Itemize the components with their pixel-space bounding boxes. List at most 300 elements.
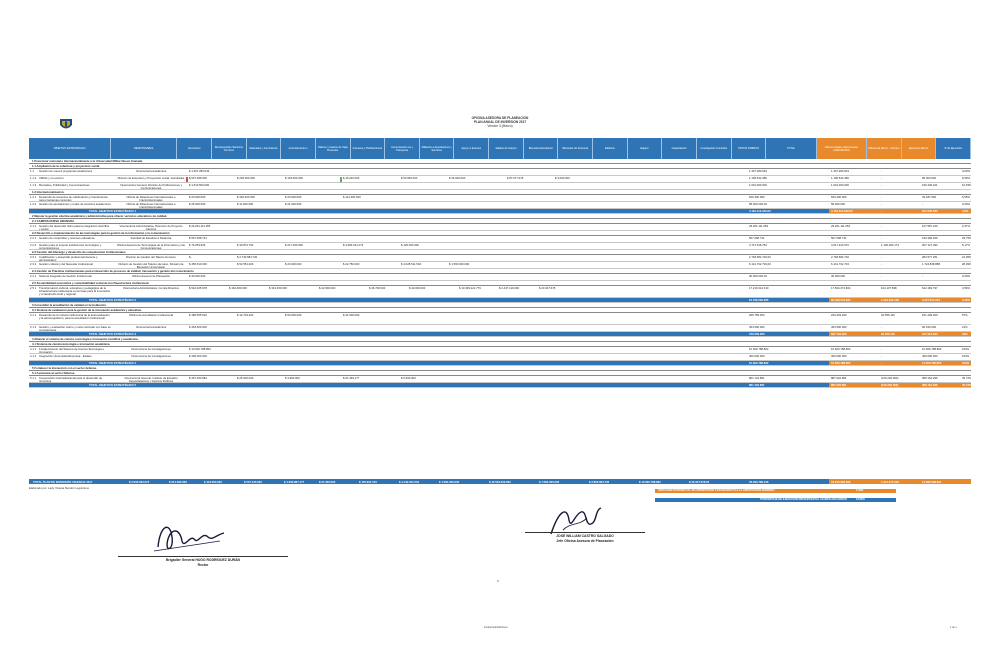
- responsible-cell: Facultad de Estudios a Distancia: [130, 236, 172, 240]
- budget-value: $ 14.703.200: [237, 313, 254, 317]
- row-number: 2 2 2: [30, 243, 37, 247]
- responsible-cell: Oficina Asesora de Planeación: [131, 274, 171, 278]
- budget-value: $ 20.000.000: [189, 195, 206, 199]
- total-value: 4.164.113.049,00: [749, 209, 771, 213]
- section-title: 1.2 Internacionalización.: [32, 190, 65, 194]
- difference-value: -: [881, 195, 882, 199]
- total-value: 58.000.000,00: [749, 202, 767, 206]
- approved-value: 58.000.000: [831, 202, 845, 206]
- variation-label: VARIACIÓN PORCENTUAL EN APROPIACIÓN CON RESPECTO A LA APROPIACIÓN FEBRERO: [658, 489, 775, 492]
- table-row: [29, 176, 971, 183]
- budget-value: $ 120.000.000: [401, 243, 419, 247]
- budget-value: $ 114.300.000: [343, 195, 361, 199]
- section-title: 2.4 Gestión de Prácticas institucionales para el desarrollo de procesos de calidad, innovación y gestión del conocimiento: [32, 269, 194, 273]
- planning-head-role: Jefe Oficina Asesora de Planeación: [556, 539, 614, 543]
- column-header: Salidas de Campo: [489, 138, 524, 159]
- execution-value: 247.224.260: [922, 332, 938, 336]
- budget-value: $ 186.555.510: [189, 313, 207, 317]
- difference-value: -: [881, 183, 882, 187]
- row-number: 1 1 2: [30, 176, 37, 180]
- table-row: [29, 243, 971, 250]
- approved-value: 2.748.684.720: [831, 255, 849, 259]
- column-header: OBJETIVO ESTRATÉGICO: [29, 138, 111, 159]
- approved-value: 4.164.113.049,00: [831, 209, 853, 213]
- budget-value: $ 21.000.000: [285, 202, 302, 206]
- execution-percent: 100%: [962, 361, 970, 365]
- header-office: OFICINA ASESORA DE PLANEACION: [471, 116, 529, 120]
- section-title: 5 Fortalecer la interacción con el sector defensa.: [32, 366, 97, 370]
- execution-percent: 45,72%: [962, 383, 971, 387]
- execution-percent: 100%: [962, 354, 970, 358]
- table-row: [29, 202, 971, 209]
- total-value: 567.068.741: [749, 236, 765, 240]
- footer-page-count: 1 de 1: [950, 626, 957, 629]
- table-row: [29, 347, 971, 354]
- total-value: 265.759.263: [749, 313, 765, 317]
- grand-total-value: $ 2.850.684.720: [589, 479, 610, 484]
- execution-value-box: [853, 498, 896, 502]
- grand-total-dif: 1.221.477.225: [881, 479, 899, 484]
- budget-value: $ 3.950.000: [285, 376, 300, 380]
- column-header: Ejecución Marzo: [902, 138, 937, 159]
- variation-value: 1,59%: [856, 489, 864, 492]
- total-value: 3.747.518.752: [749, 243, 767, 247]
- highlight-marker: [340, 177, 342, 182]
- objective-cell: Integración Universidad Empresa - Estado: [39, 354, 92, 358]
- table-row: [29, 354, 971, 361]
- grand-total-value: $ 416.950.000: [204, 479, 222, 484]
- responsible-cell: Vicerrectoría Académica: [135, 325, 167, 329]
- column-header: Arrendamiento s: [281, 138, 316, 159]
- row-number: 1 1 3: [30, 183, 37, 187]
- budget-value: $ 22.750.000: [343, 262, 360, 266]
- row-number: 3 1 2: [30, 325, 37, 329]
- approved-value: 887.022.861: [831, 376, 847, 380]
- budget-value: $ 22.500.000: [319, 286, 336, 290]
- approved-value: 17.504.474.604: [831, 286, 851, 290]
- budget-value: $ 30.000.000: [189, 274, 206, 278]
- execution-value: 169.446.421: [922, 183, 938, 187]
- responsible-cell: Oficina de Relaciones Internacionales e Interinstitucionales: [126, 195, 176, 202]
- column-header: Apoyo a Eventos: [454, 138, 489, 159]
- approved-value: 10.600.788.862: [831, 361, 851, 365]
- execution-percent: 57%: [962, 313, 968, 317]
- budget-value: $ 13.339.121.779: [459, 286, 481, 290]
- execution-percent: 5,17%: [962, 243, 970, 247]
- difference-value: -: [881, 169, 882, 173]
- column-header: OTROS RUBROS: [732, 138, 767, 159]
- table-row: [29, 255, 971, 262]
- row-number: 4 1 1: [30, 347, 37, 351]
- row-number: 1 1: [30, 169, 34, 173]
- total-value: 29.261.111.053: [749, 224, 769, 228]
- execution-percent: 29,75%: [962, 236, 971, 240]
- budget-value: $ 206.000.000: [237, 176, 255, 180]
- approved-value: 454.500.000: [831, 325, 847, 329]
- approved-value: 687.703.200: [831, 332, 847, 336]
- budget-value: $ 87.077.615: [507, 176, 524, 180]
- responsible-cell: Oficina Asesora de Tecnologías de la Información y las Comunicaciones: [117, 243, 185, 250]
- objective-cell: Gestión para el soporte institucional, tecnológico y comunicaciones: [39, 243, 102, 250]
- approved-value: 1.610.000.000: [831, 183, 849, 187]
- column-header: RESPONSABLE: [111, 138, 177, 159]
- row-number: 2 3 1: [30, 255, 37, 259]
- objective-cell: Desarrollo de la cultura institucional de la autoevaluación y la autorregulación, para la acreditación institucional: [39, 313, 110, 320]
- section-title: 4.1 Sistema de ciencia tecnología e innovación académica.: [32, 342, 111, 346]
- objective-cell: Cualificación y desarrollo profesional docente y administrativo: [39, 255, 98, 262]
- budget-value: $ 15.220.000: [343, 176, 360, 180]
- total-value: 1.307.280.643: [749, 169, 767, 173]
- difference-value: 1.294.202.138: [881, 298, 899, 302]
- budget-value: $ 20.000.000: [285, 195, 302, 199]
- approved-value: 29.261.111.053: [831, 224, 851, 228]
- budget-value: $ 3.283.164.174: [343, 243, 364, 247]
- table-row: [29, 376, 971, 383]
- column-header: Viáticos y Gastos de Viaje Docentes: [316, 138, 351, 159]
- table-header: [29, 138, 971, 159]
- execution-value: 207.127.392: [922, 243, 938, 247]
- table-row: [29, 286, 971, 298]
- row-number: 1 2 1: [30, 195, 37, 199]
- objective-cell: Gestión y evaluación marco y meta curricular con base en competencias: [39, 325, 111, 332]
- header-plan-title: PLAN ANUAL DE INVERSION 2017: [473, 120, 527, 124]
- approved-value: 1.307.280.643: [831, 169, 849, 173]
- total-value: 1.610.000.000: [749, 183, 767, 187]
- budget-value: $ 440.400.000: [237, 195, 255, 199]
- objective-cell: Transformación cultural, educativa y pedagógica de la infraestructura institucional como base para la innovación y el desarrollo local y regional: [39, 286, 111, 296]
- table-row: [29, 224, 971, 231]
- execution-percent: 45,72%: [962, 376, 971, 380]
- objective-total-label: TOTAL OBJETIVO ESTRATÉGICO 1: [89, 209, 137, 213]
- table-row: [29, 236, 971, 243]
- total-value: 61.766.595.285: [749, 298, 769, 302]
- section-title: 5.1 Asistencia al sector Defensa: [32, 371, 75, 375]
- column-header: Diferencia Marzo - Febrero: [867, 138, 902, 159]
- difference-value: -: [881, 361, 882, 365]
- variation-strip: [655, 489, 856, 493]
- grand-total-value: $ 1.581.000.000: [439, 479, 460, 484]
- execution-percent: 0,00%: [962, 274, 970, 278]
- difference-value: -: [881, 325, 882, 329]
- objective-cell: Gestión de asociaciones y redes de servicios académicos: [39, 202, 111, 206]
- budget-value: $ 29.261.111.053: [189, 224, 211, 228]
- execution-percent: 10,53%: [962, 183, 971, 187]
- budget-value: $ 2.447.119.000: [499, 286, 520, 290]
- responsible-cell: Vicerrectoría de Investigaciones: [131, 347, 171, 351]
- column-header: Capacitación: [662, 138, 697, 159]
- column-header: Bienestar de Personal: [558, 138, 593, 159]
- grand-total-value: $ 2.006.022.072: [129, 479, 150, 484]
- approved-value: 4.617.424.570: [831, 243, 849, 247]
- budget-value: $ 1.610.500.000: [189, 183, 210, 187]
- section-title: 2 Mejorar la gestión efectiva académica y administrativa para ofrecer servicios educativos de calidad.: [32, 214, 168, 218]
- budget-value: $ 60.000.000: [285, 313, 302, 317]
- approved-value: 567.068.741: [831, 236, 847, 240]
- objective-total-label: TOTAL OBJETIVO ESTRATÉGICO 5: [89, 383, 137, 387]
- grand-total-eje: 14.966.398.661: [922, 479, 942, 484]
- row-number: 1 2 2: [30, 202, 37, 206]
- grand-total-apro: 76.815.393.286: [831, 479, 851, 484]
- budget-value: $ 162.000.000: [229, 286, 247, 290]
- objective-cell: Gestión de nuevos programas académicos: [39, 169, 93, 173]
- prepared-by-note: Elaborado por: Lady Viviana Rendón Leguizamo: [29, 486, 90, 490]
- grand-total-value: $ 507.120.000: [244, 479, 262, 484]
- objective-cell: Fortalecimiento del Sistema de Ciencia Tecnología e Innovación: [39, 347, 105, 354]
- budget-value: $ 61.469.177: [343, 376, 360, 380]
- approved-value: 10.600.788.862: [831, 347, 851, 351]
- execution-value: 96.015.000: [922, 325, 936, 329]
- rector-name: Brigadier General HUGO RODRÍGUEZ DURÁN: [165, 558, 241, 562]
- table-row: [29, 313, 971, 325]
- section-title: 3 Consolidar la acreditación de calidad en la institución.: [32, 303, 107, 307]
- responsible-cell: Vicerrectoría Académica: [135, 169, 167, 173]
- objective-cell: Desarrollo de acuerdos de colaboración y transferencia para programas conjuntos: [39, 195, 108, 202]
- execution-percent: 28,09%: [962, 262, 971, 266]
- execution-percent: 8,59%: [962, 176, 970, 180]
- execution-percent: 10,35%: [962, 255, 971, 259]
- difference-value: 1.130.064.174: [881, 243, 899, 247]
- grand-total-value: $ 20.347.678,00: [689, 479, 710, 484]
- execution-label: PORCENTAJE DE EJECUCIÓN PRESUPUESTAL ACUMULADA MARZO: [760, 498, 847, 501]
- objective-cell: Gestión de contenidos y recursos educativos: [39, 236, 95, 240]
- execution-percent: 5,55%: [962, 195, 970, 199]
- execution-percent: 5,33%: [962, 298, 970, 302]
- total-value: 6.141.702.704,00: [749, 262, 771, 266]
- budget-value: $ 5.000.000: [401, 376, 416, 380]
- total-value: 629.400.000: [749, 195, 765, 199]
- approved-value: 1.106.532.486: [831, 176, 849, 180]
- table-row: [29, 262, 971, 269]
- execution-value: 389.164.296: [922, 383, 938, 387]
- difference-value: 32.555.110: [881, 313, 895, 317]
- execution-value: 11.000.788.862: [922, 361, 942, 365]
- difference-value: (129.200.000): [881, 376, 899, 380]
- execution-percent: 21%: [962, 325, 968, 329]
- planning-head-name: JOSÉ WILLIAM CASTRO SALGADO: [556, 534, 614, 538]
- budget-value: $ 467.253.684: [189, 376, 207, 380]
- budget-value: $ 456.510.000: [189, 262, 207, 266]
- budget-value: $ 217.000.000: [285, 243, 303, 247]
- responsible-cell: División de Gestión del Talento Humano: [126, 255, 176, 259]
- page-number: 9: [497, 579, 499, 583]
- total-value: 454.500.000: [749, 325, 765, 329]
- budget-value: $ 79.253.926: [189, 243, 206, 247]
- total-value: 861.722.861: [749, 376, 765, 380]
- column-header: Edificios: [593, 138, 628, 159]
- signature-line-rector: [118, 556, 288, 557]
- grand-total-label: TOTAL PLAN DE INVERSIÓN VIGENCIA 2017: [33, 479, 93, 484]
- approved-value: 30.000.000: [831, 274, 845, 278]
- rector-role: Rector: [197, 563, 209, 567]
- difference-value: -: [881, 354, 882, 358]
- approved-value: 400.000.000: [831, 354, 847, 358]
- total-value: 2.748.684.720,00: [749, 255, 771, 259]
- approved-value: 233.203.200: [831, 313, 847, 317]
- grand-total-value: $ 155.621.515: [359, 479, 377, 484]
- grand-total-value: $ 7.581.000.000: [539, 479, 560, 484]
- execution-percent: 34%: [962, 332, 968, 336]
- execution-value: -: [922, 274, 923, 278]
- budget-value: $ 40.000.000: [409, 286, 426, 290]
- execution-percent: 4,0%: [962, 209, 969, 213]
- grand-total-value: $ 67.300.000: [319, 479, 336, 484]
- objective-cell: Gestión del desarrollo físico para la integración científica y social: [39, 224, 110, 231]
- budget-value: $ 30.874.752: [237, 243, 254, 247]
- total-value: 10.600.788.862: [749, 361, 769, 365]
- total-value: 30.000.000,00: [749, 274, 767, 278]
- grand-total-value: $ 614.095.952: [169, 479, 187, 484]
- approved-value: 6.141.702.704: [831, 262, 849, 266]
- column-header: Materiales y Suministros: [247, 138, 282, 159]
- column-header: Investigación Científica: [697, 138, 732, 159]
- responsible-cell: Oficina de Acreditación Institucional: [128, 313, 174, 317]
- execution-strip: [655, 498, 853, 502]
- column-header: TOTAL: [766, 138, 816, 159]
- column-header: % de Ejecución: [936, 138, 971, 159]
- execution-percent: 100%: [962, 347, 970, 351]
- execution-percent: 3,56%: [962, 286, 970, 290]
- grand-total-value: $ 42.533.222.832: [489, 479, 511, 484]
- grand-total-value: $ 4.143.011.504: [399, 479, 420, 484]
- difference-value: -: [881, 262, 882, 266]
- budget-value: $ 400.000.000: [189, 354, 207, 358]
- difference-value: -: [881, 274, 882, 278]
- investment-table: [29, 159, 971, 388]
- objective-cell: Sistema Integrado de Gestión Institucional: [39, 274, 92, 278]
- budget-value: $ 52.551.200: [237, 262, 254, 266]
- section-title: 2.2 Desarrollo e implementación de las tecnologías para la gestión de la información y la comunicación: [32, 231, 170, 235]
- row-number: 5 1 1: [30, 376, 37, 380]
- execution-value: 107.587.240: [922, 224, 938, 228]
- row-number: 4 1 2: [30, 354, 37, 358]
- objective-total-label: TOTAL OBJETIVO ESTRATÉGICO 2: [89, 298, 137, 302]
- row-number: 2 5 1: [30, 286, 37, 290]
- execution-value: 1.724.848.888: [922, 262, 940, 266]
- responsible-cell: División de Extensión y Proyección social, Facultades: [117, 176, 185, 180]
- execution-value: 400.000.000: [922, 354, 938, 358]
- responsible-cell: Vicerrectoría Administrativa, Comité Directivo: [122, 286, 180, 290]
- budget-value: $ 4.028.511.504: [401, 262, 422, 266]
- execution-value: 612.169.797: [922, 286, 938, 290]
- rector-signature-image: [150, 517, 230, 557]
- table-row: [29, 183, 971, 190]
- budget-value: $ 2.740.684.720: [237, 255, 258, 259]
- budget-value: $ 1.307.280.643: [189, 169, 210, 173]
- budget-value: $ 1.560.000.000: [449, 262, 470, 266]
- difference-value: -: [881, 347, 882, 351]
- budget-value: $ 10.600.788.862: [189, 347, 211, 351]
- execution-value: 10.600.788.862: [922, 347, 942, 351]
- responsible-cell: Vicerrectoría General, Instituto de Estudios Geoestratégicos y Asuntos Políticos: [124, 376, 178, 383]
- budget-value: $ 542.025.978: [189, 286, 207, 290]
- difference-value: -: [881, 176, 882, 180]
- budget-value: $ 20.347.678: [539, 286, 556, 290]
- footer-center-text: Institucional Ediciones: [484, 626, 508, 629]
- section-title: 2.5 Sostenibilidad económica y sustentabilidad social de la infraestructura institucional.: [32, 281, 150, 285]
- grand-total-row: [29, 479, 971, 484]
- column-header: Remuneración Servicios Técnicos: [212, 138, 247, 159]
- approved-value: 60.468.578.392: [831, 298, 851, 302]
- budget-value: $ 50.650.000: [401, 176, 418, 180]
- budget-value: $ 26.600.000: [449, 176, 466, 180]
- variation-value-box: [853, 489, 896, 493]
- objective-cell: Gestión cultural y del bienestar institucional: [39, 262, 93, 266]
- budget-value: $ -: [189, 255, 193, 259]
- section-title: 3.1 Sistema de evaluación para la gestión de la innovación académica y educativa.: [32, 308, 142, 312]
- responsible-cell: Vicerrectoría de Investigaciones: [131, 354, 171, 358]
- execution-value: 284.577.251: [922, 255, 938, 259]
- responsible-cell: División de Gestión del Talento Humano, División de Bienestar Universitario: [118, 262, 184, 269]
- column-header: Afiliación a Asociaciones y Servicios: [420, 138, 455, 159]
- table-row: [29, 169, 971, 176]
- column-header: Valores totales sobre Avance (APROBADO): [817, 138, 867, 159]
- column-header: Bienestar Estudiantil: [524, 138, 559, 159]
- budget-value: $ 31.500.000: [343, 313, 360, 317]
- execution-value: 389.164.296: [922, 376, 938, 380]
- execution-percent: 0,37%: [962, 224, 970, 228]
- total-value: 400.000.000: [749, 354, 765, 358]
- budget-value: $ 11.000.000: [237, 202, 254, 206]
- budget-value: $ 25.000.000: [189, 202, 206, 206]
- section-title: 1.1 Ampliación de la cobertura y proyección social.: [32, 164, 100, 168]
- grand-total-value: $ 10.600.788.862: [639, 479, 661, 484]
- execution-value: 95.003.645: [922, 176, 936, 180]
- approved-value: 887.022.861: [831, 383, 847, 387]
- difference-value: 164.137.698: [881, 286, 897, 290]
- total-value: 861.722.861: [749, 383, 765, 387]
- budget-value: $ 20.000.000: [285, 262, 302, 266]
- difference-value: -: [881, 209, 882, 213]
- execution-value: 33.187.500: [922, 195, 936, 199]
- total-value: 10.600.788.862: [749, 347, 769, 351]
- execution-value: 101.546.520: [922, 209, 938, 213]
- execution-value: 169.409.459: [922, 236, 938, 240]
- responsible-cell: Vicerrectoría Administrativa, Dirección de Proyecto Campus: [119, 224, 183, 231]
- responsible-cell: Oficina de Relaciones Internacionales e Interinstitucionales: [126, 202, 176, 209]
- column-header: Equipo: [628, 138, 663, 159]
- column-header: Comunicacion es y Transporte: [385, 138, 420, 159]
- row-number: 2 3 2: [30, 262, 37, 266]
- table-row: [29, 274, 971, 281]
- section-title: 1 Posicionar nacional e internacionalmente a la Universidad Militar Nueva Granada.: [32, 159, 143, 163]
- responsible-cell: Vicerrectoría General, División de Publicaciones y Comunicaciones: [120, 183, 182, 190]
- row-number: 2 4 1: [30, 274, 37, 278]
- execution-value: 151.209.260: [922, 313, 938, 317]
- budget-value: $ 25.000.000: [237, 376, 254, 380]
- budget-value: $ 567.068.741: [189, 236, 207, 240]
- difference-value: (129.200.000): [881, 383, 899, 387]
- budget-value: $ 313.450.000: [269, 286, 287, 290]
- objective-cell: Cooperación Interinstitucional para el desarrollo de proyectos: [39, 376, 103, 383]
- grand-total-total: 78.093.789.106: [749, 479, 769, 484]
- approved-value: 629.400.000: [831, 195, 847, 199]
- table-row: [29, 195, 971, 202]
- column-header: Impresos y Publicaciones: [351, 138, 386, 159]
- total-value: 17.216.612.310: [749, 286, 769, 290]
- budget-value: $ 537.486.500: [189, 176, 207, 180]
- row-number: 2 1 1: [30, 224, 37, 228]
- execution-value: -: [922, 202, 923, 206]
- row-number: 2 2 1: [30, 236, 37, 240]
- execution-value: 3.227.674.223: [922, 298, 940, 302]
- budget-value: $ 4.000.000: [555, 176, 570, 180]
- section-title: 2.3 Gestión del liderazgo y desarrollo de competencias institucionales.: [32, 250, 127, 254]
- execution-percent: 0,00%: [962, 202, 970, 206]
- difference-value: -: [881, 255, 882, 259]
- budget-value: $ 46.700.000: [369, 286, 386, 290]
- table-row: [29, 325, 971, 332]
- row-number: 3 1 1: [30, 313, 37, 317]
